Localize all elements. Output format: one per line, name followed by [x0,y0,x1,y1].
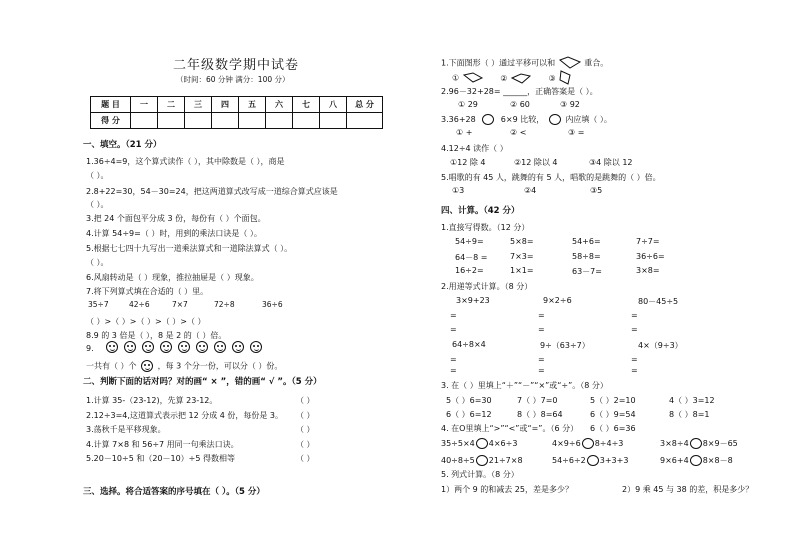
circle-blank-icon[interactable] [476,438,488,449]
score-header-cell: 一 [131,97,158,113]
judge-statement: 2.12÷3=4,这道算式表示把 12 分成 4 份，每份是 3。 [86,411,284,420]
circle-blank-icon[interactable] [476,455,488,466]
grid-cell: 36÷6= [636,252,665,261]
operator-blank: 6（ ）9=54 [590,410,636,419]
answer-paren[interactable]: （ ） [296,425,315,434]
grid-cell: 1×1= [510,266,534,275]
compare-item [660,455,733,466]
recursive-expression: 4×（9÷3） [638,341,683,350]
circle-blank-icon[interactable] [582,438,594,449]
option-label: ②4 [524,186,537,195]
judge-statement: 3.荡秋千是平移现象。 [86,425,166,434]
circle-blank-icon[interactable] [690,438,702,449]
circle-blank-icon [482,114,494,125]
operator-blank: 5（ ）2=10 [590,396,636,405]
grid-cell: 5×8= [510,237,534,246]
equals-sign: = [538,355,545,364]
circle-blank-icon [549,114,561,125]
equals-sign: = [631,311,638,320]
question-text: 重合。 [584,58,609,68]
question-line [86,360,282,372]
grid-cell: 54÷9= [455,237,484,246]
score-input-cell[interactable] [293,113,320,129]
equals-sign: = [631,366,638,375]
compare-right: 4×6÷3 [488,439,518,448]
smiley-face-icon [214,341,226,353]
question-line: 8.9 的 3 倍是（ ），8 是 2 的（ ）倍。 [86,331,227,340]
compare-left: 35÷5×4 [441,439,475,448]
score-header-row [91,97,383,113]
smiley-face-icon [142,341,154,353]
score-header-cell: 七 [293,97,320,113]
score-label-cell: 得 分 [91,113,131,129]
operator-blank: 6（ ）6=12 [446,410,492,419]
score-input-cell[interactable] [239,113,266,129]
recursive-expression: 80－45÷5 [638,297,679,306]
grid-cell: 58÷8= [572,252,601,261]
option-label: ③4 除以 12 [589,158,633,167]
compare-right: 8÷4÷3 [594,439,624,448]
word-problem: 1）两个 9 的和减去 25，差是多少？ [441,485,573,494]
recursive-expression: 3×9+23 [456,296,490,305]
equals-sign: = [631,325,638,334]
option-label: ①3 [452,186,465,195]
score-input-cell[interactable] [212,113,239,129]
smiley-face-icon [141,360,153,372]
score-header-cell: 总 分 [347,97,383,113]
compare-item [441,438,517,449]
expression: 7×7 [172,300,188,309]
compare-left: 54÷6÷2 [552,456,586,465]
compare-left: 3×8÷4 [660,439,689,448]
compare-right: 21÷7×8 [488,456,523,465]
option-label: ① + [456,128,473,137]
expression: 35÷7 [88,300,109,309]
answer-paren[interactable]: （ ） [296,396,315,405]
page-title: 二年级数学期中试卷 [173,58,300,73]
shape-option-icon [510,72,532,84]
option-label: ① 29 [458,100,478,109]
section-choice-heading: 三、选择。将合适答案的序号填在（ ）。（5 分） [83,487,265,497]
equals-sign: = [631,355,638,364]
grid-cell: 7÷7= [636,237,660,246]
grid-cell: 16÷2= [455,266,484,275]
operator-blank: 6（ ）6=36 [590,424,636,433]
equals-sign: = [538,366,545,375]
question-line: 4.计算 54÷9=（ ）时，用到的乘法口诀是（ ）。 [86,229,262,238]
question-text: ，每 3 个分一份，可以分（ ）份。 [157,361,283,371]
score-input-cell[interactable] [320,113,347,129]
question-line: （ ）。 [86,200,109,209]
compare-left: 9×6+4 [660,456,689,465]
compare-left: 40÷8÷5 [441,456,475,465]
arrow-shape-icon [558,56,582,70]
option-label: ②12 除以 4 [514,158,558,167]
option-label: ② < [510,128,527,137]
judge-statement: 5.20－10÷5 和（20－10）÷5 得数相等 [86,454,236,463]
judge-statement: 1.计算 35-（23-12)，先算 23-12。 [86,396,218,405]
section-judge-heading: 二、判断下面的话对吗？对的画“ × ”，错的画“ √ ”。（5 分） [83,377,322,387]
question-line: 6.风扇转动是（ ）现象，推拉抽屉是（ ）现象。 [86,273,259,282]
score-value-row [91,113,383,129]
score-input-cell[interactable] [347,113,383,129]
circle-blank-icon[interactable] [587,455,599,466]
question-text: 6×9 比较， [500,115,545,124]
subsection-heading: 4. 在O里填上“>”“<”或“=”。（6 分） [441,424,579,433]
question-line: （ ）。 [86,171,109,180]
score-header-cell: 四 [212,97,239,113]
equals-sign: = [538,311,545,320]
smiley-face-icon [178,341,190,353]
grid-cell: 7×3= [510,252,534,261]
answer-paren[interactable]: （ ） [296,440,315,449]
question-line: 5.唱歌的有 45 人，跳舞的有 5 人，唱歌的是跳舞的（ ）倍。 [441,173,661,182]
judge-statement: 4.计算 7×8 和 56÷7 用同一句乘法口诀。 [86,440,239,449]
answer-paren[interactable]: （ ） [296,411,315,420]
subsection-heading: 1.直接写得数。（12 分） [441,223,530,232]
choice-options [452,70,572,86]
grid-cell: 63－7= [572,267,602,276]
score-header-cell: 三 [185,97,212,113]
question-line: 7.将下列算式填在合适的（ ）里。 [86,287,209,296]
question-text: 1.下面图形（ ）通过平移可以和 [441,58,556,68]
subsection-heading: 2.用递等式计算。（8 分） [441,282,533,291]
circle-blank-icon[interactable] [690,455,702,466]
question-line: （ ）。 [86,258,109,267]
question-number: 9. [86,344,94,353]
smiley-face-icon [196,341,208,353]
smiley-face-icon [250,341,262,353]
score-header-cell: 题 目 [91,97,131,113]
section-calc-heading: 四、计算。（42 分） [441,206,520,216]
equals-sign: = [450,325,457,334]
word-problem: 2）9 乘 45 与 38 的差，积是多少？ [622,485,754,494]
score-header-cell: 五 [239,97,266,113]
operator-blank: 8（ ）8=1 [669,410,710,419]
option-label: ③ = [568,128,585,137]
answer-paren[interactable]: （ ） [296,454,315,463]
option-label: ① [452,73,460,83]
question-line: （ ）>（ ）>（ ）>（ ）>（ ） [86,317,206,326]
option-label: ③ [548,73,556,83]
exam-subtitle: （时间：60 分钟 满分：100 分） [176,75,290,84]
smiley-row [106,341,268,353]
question-line [441,114,612,125]
option-label: ② [500,73,508,83]
question-line: 3.把 24 个面包平分成 3 份，每份有（ ）个面包。 [86,214,266,223]
compare-right: 8×9－65 [702,439,738,448]
question-text: 一共有（ ）个 [86,361,137,371]
question-text: 内应填（ ）。 [565,115,612,124]
operator-blank: 5（ ）6=30 [446,396,492,405]
question-line: 2.96－32+28= ______，正确答案是（ ）。 [441,87,598,96]
option-label: ② 60 [510,100,530,109]
compare-item [441,455,523,466]
smiley-face-icon [124,341,136,353]
score-table [90,96,383,129]
recursive-expression: 9÷（63÷7） [540,341,590,350]
smiley-face-icon [232,341,244,353]
smiley-face-icon [160,341,172,353]
compare-item [552,455,628,466]
subsection-heading: 3. 在（ ）里填上“＋”“－”“×”或“÷”。（8 分） [441,381,608,390]
equals-sign: = [450,311,457,320]
option-label: ③5 [590,186,603,195]
grid-cell: 54+6= [572,237,601,246]
subsection-heading: 5. 列式计算。（8 分） [441,470,519,479]
question-line [441,56,608,70]
score-input-cell[interactable] [266,113,293,129]
shape-option-icon [558,70,572,86]
operator-blank: 8（ ）8=64 [517,410,563,419]
recursive-expression: 64÷8×4 [452,340,486,349]
operator-blank: 4（ ）3=12 [669,396,715,405]
compare-right: 3+3+3 [599,456,629,465]
question-text: 3.36+28 [441,115,476,124]
question-line: 1.36÷4=9，这个算式读作（ ），其中除数是（ ），商是 [86,157,285,166]
equals-sign: = [450,355,457,364]
question-line: 2.8+22=30，54－30=24，把这两道算式改写成一道综合算式应该是 [86,187,338,196]
section-fill-blank-heading: 一、填空。（21 分） [83,140,162,150]
option-label: ③ 92 [560,100,580,109]
score-input-cell[interactable] [158,113,185,129]
option-label: ①12 除 4 [450,158,486,167]
recursive-expression: 9×2÷6 [543,296,572,305]
smiley-face-icon [106,341,118,353]
equals-sign: = [450,366,457,375]
score-header-cell: 六 [266,97,293,113]
grid-cell: 3×8= [636,266,660,275]
compare-left: 4×9÷6 [552,439,581,448]
shape-option-icon [462,72,484,84]
equals-sign: = [538,325,545,334]
expression: 72÷8 [214,300,235,309]
expression: 36÷6 [262,300,283,309]
score-header-cell: 八 [320,97,347,113]
compare-item [660,438,738,449]
operator-blank: 7（ ）7=0 [517,396,558,405]
score-header-cell: 二 [158,97,185,113]
score-input-cell[interactable] [185,113,212,129]
question-line: 5.根据七七四十九写出一道乘法算式和一道除法算式（ ）。 [86,244,293,253]
compare-right: 8×8－8 [702,456,733,465]
expression: 42÷6 [129,300,150,309]
score-input-cell[interactable] [131,113,158,129]
question-line: 4.12÷4 读作（ ） [441,144,508,153]
grid-cell: 64－8 = [455,253,488,262]
compare-item [552,438,623,449]
